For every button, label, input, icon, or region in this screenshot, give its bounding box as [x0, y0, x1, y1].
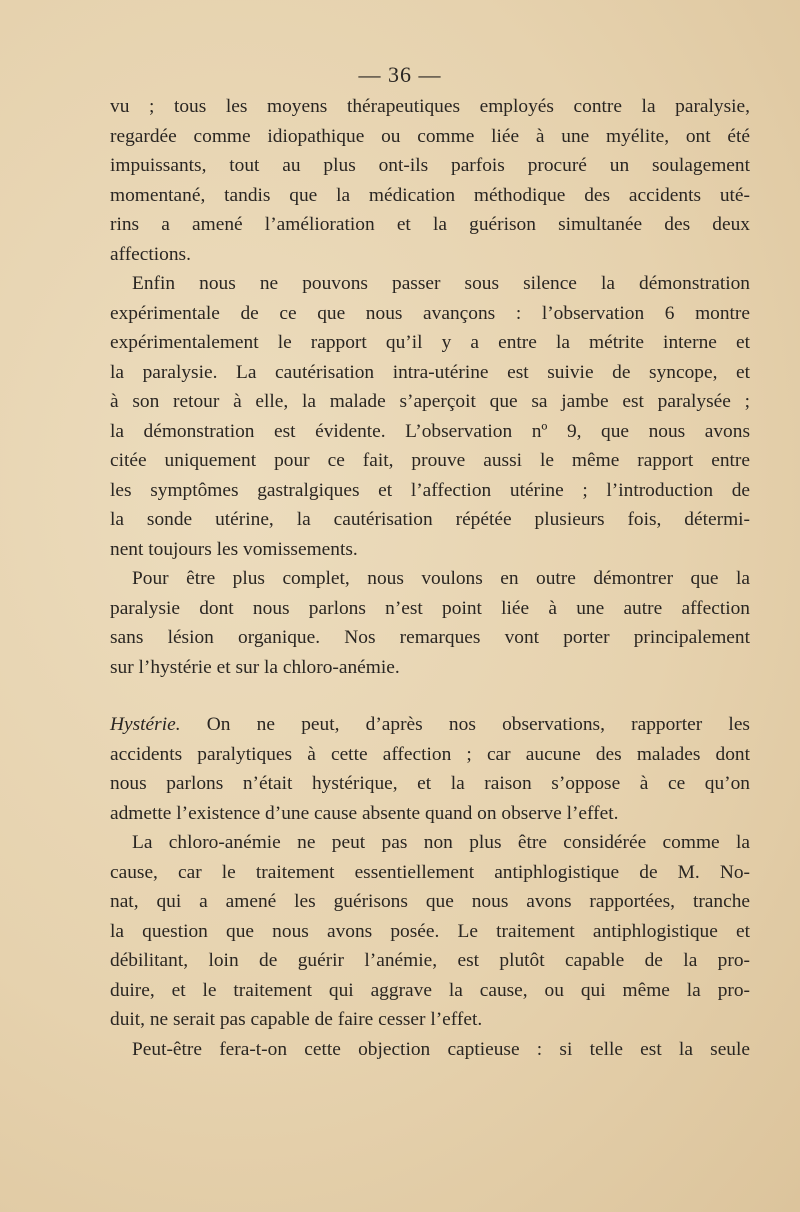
- text-line: accidents paralytiques à cette affection ; car aucune des malades dont: [110, 743, 750, 765]
- page-number: — 36 —: [358, 62, 442, 87]
- text-line: duire, et le traitement qui aggrave la cause, ou qui même la pro-: [110, 979, 750, 1001]
- text-line: Enfin nous ne pouvons passer sous silence la démonstration: [132, 273, 750, 294]
- text-line: nat, qui a amené les guérisons que nous avons rapportées, tranche: [110, 891, 750, 912]
- paragraph: [110, 564, 750, 682]
- section-heading: Hystérie.: [110, 714, 181, 735]
- text-line: expérimentalement le rapport qu’il y a entre la métrite interne et: [110, 332, 750, 353]
- text-line: la question que nous avons posée. Le traitement antiphlogistique et: [110, 920, 750, 942]
- text-line-content: On ne peut, d’après nos observations, rapporter les: [206, 714, 750, 735]
- text-line: citée uniquement pour ce fait, prouve aussi le même rapport entre: [110, 450, 750, 471]
- text-line: la sonde utérine, la cautérisation répétée plusieurs fois, détermi-: [110, 509, 750, 530]
- text-line: [110, 710, 750, 740]
- text-line: Pour être plus complet, nous voulons en outre démontrer que la: [132, 568, 750, 589]
- text-line: sans lésion organique. Nos remarques vont porter principalement: [110, 627, 750, 648]
- text-line: nous parlons n’était hystérique, et la raison s’oppose à ce qu’on: [110, 773, 750, 794]
- text-line: impuissants, tout au plus ont-ils parfois procuré un soulagement: [110, 155, 750, 176]
- text-line: vu ; tous les moyens thérapeutiques employés contre la paralysie,: [110, 96, 750, 117]
- text-line: La chloro-anémie ne peut pas non plus être considérée comme la: [132, 832, 750, 853]
- text-line: paralysie dont nous parlons n’est point liée à une autre affection: [110, 597, 750, 619]
- text-line: sur l’hystérie et sur la chloro-anémie.: [110, 656, 400, 678]
- text-line: la paralysie. La cautérisation intra-utérine est suivie de syncope, et: [110, 361, 750, 383]
- paragraph: [110, 1035, 750, 1065]
- text-line: les symptômes gastralgiques et l’affection utérine ; l’introduction de: [110, 479, 750, 501]
- text-line: affections.: [110, 243, 191, 265]
- section-gap: [110, 682, 750, 710]
- paragraph: [110, 828, 750, 1035]
- paragraph: [110, 92, 750, 269]
- text-line: rins a amené l’amélioration et la guérison simultanée des deux: [110, 214, 750, 235]
- text-line: expérimentale de ce que nous avançons : l’observation 6 montre: [110, 302, 750, 324]
- paragraph: [110, 710, 750, 828]
- text-line: admette l’existence d’une cause absente quand on observe l’effet.: [110, 802, 619, 824]
- text-line: débilitant, loin de guérir l’anémie, est plutôt capable de la pro-: [110, 950, 750, 971]
- text-line: regardée comme idiopathique ou comme liée à une myélite, ont été: [110, 125, 750, 147]
- text-line: cause, car le traitement essentiellement antiphlogistique de M. No-: [110, 861, 750, 883]
- text-line: nent toujours les vomissements.: [110, 538, 358, 560]
- text-line: la démonstration est évidente. L’observation nº 9, que nous avons: [110, 420, 750, 442]
- text-line: duit, ne serait pas capable de faire cesser l’effet.: [110, 1009, 483, 1030]
- text-line: momentané, tandis que la médication méthodique des accidents uté-: [110, 184, 750, 206]
- text-line: Peut-être fera-t-on cette objection captieuse : si telle est la seule: [132, 1038, 750, 1060]
- text-line: à son retour à elle, la malade s’aperçoit que sa jambe est paralysée ;: [110, 391, 750, 412]
- body-text: [110, 92, 750, 1064]
- paragraph: [110, 269, 750, 564]
